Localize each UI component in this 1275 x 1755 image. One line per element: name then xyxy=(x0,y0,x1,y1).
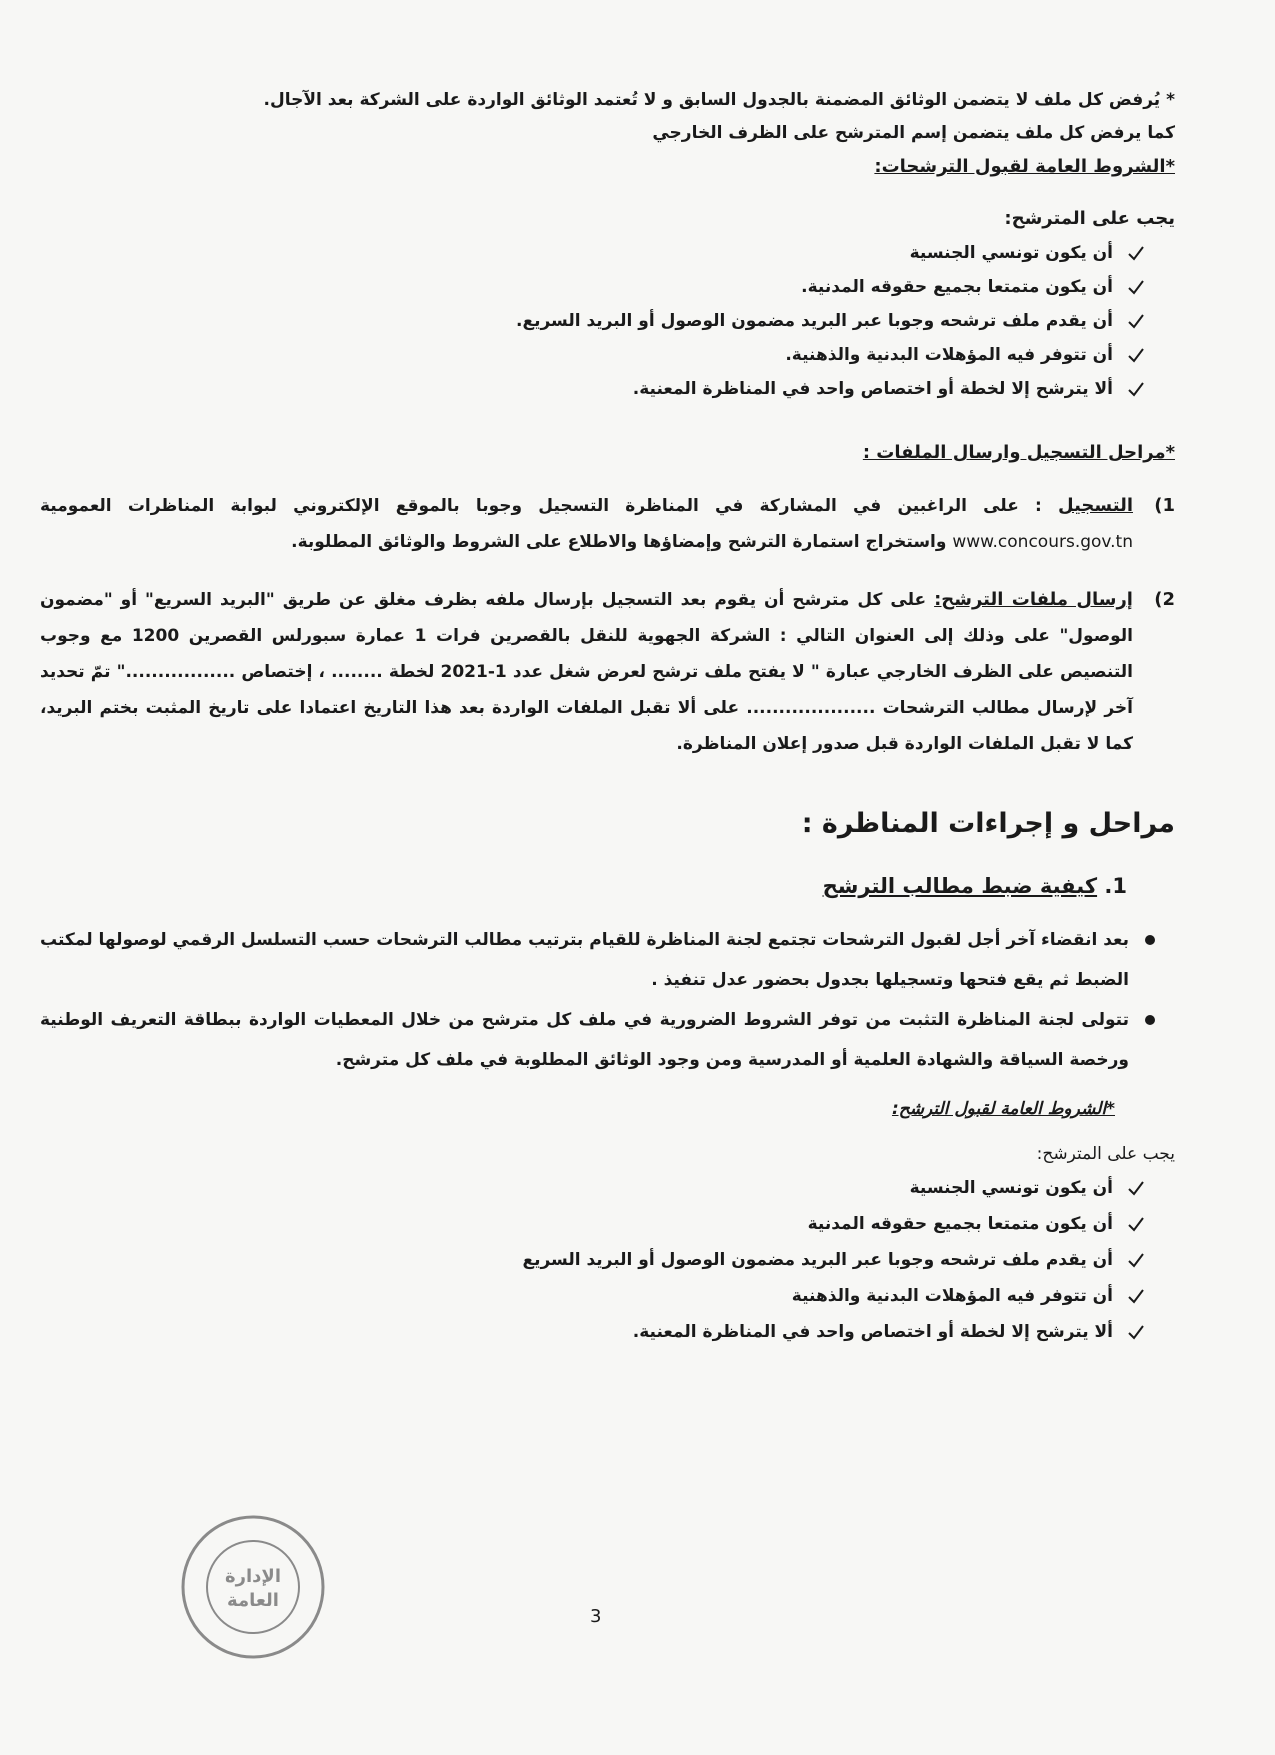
condition-text: أن تتوفر فيه المؤهلات البدنية والذهنية xyxy=(791,1286,1113,1306)
list-item xyxy=(40,270,1145,304)
registration-step-2 xyxy=(40,582,1175,762)
checkmark-icon xyxy=(1127,278,1145,296)
list-item xyxy=(40,236,1145,270)
list-item xyxy=(40,1000,1155,1080)
must-label-2: يجب على المترشح: xyxy=(1036,1144,1175,1164)
stamp-outer-text xyxy=(178,1512,184,1515)
step-paragraph xyxy=(40,582,1133,762)
condition-text: أن يقدم ملف ترشحه وجوبا عبر البريد مضمون الوصول أو البريد السريع xyxy=(522,1250,1113,1270)
bullet-text: بعد انقضاء آخر أجل لقبول الترشحات تجتمع لجنة المناظرة للقيام بترتيب مطالب الترشحات حسب التسلسل الرقمي لوصولها لمكتب الضبط ثم يقع فتحها وتسجيلها بجدول بحضور عدل تنفيذ . xyxy=(40,930,1129,990)
list-item xyxy=(40,338,1145,372)
checkmark-icon xyxy=(1127,244,1145,262)
general-conditions-heading: *الشروط العامة لقبول الترشحات: xyxy=(874,156,1175,177)
checkmark-icon xyxy=(1127,1179,1145,1197)
checkmark-icon xyxy=(1127,346,1145,364)
condition-text: أن تتوفر فيه المؤهلات البدنية والذهنية. xyxy=(785,345,1113,365)
list-item xyxy=(40,920,1155,1000)
rejection-note-line-2: كما يرفض كل ملف يتضمن إسم المترشح على الظرف الخارجي xyxy=(652,123,1175,143)
official-stamp xyxy=(178,1512,328,1662)
step-paragraph xyxy=(40,488,1133,560)
document-page xyxy=(40,84,1175,1350)
section-number: 1. xyxy=(1104,874,1127,898)
checkmark-icon xyxy=(1127,1215,1145,1233)
procedure-bullets xyxy=(40,920,1175,1080)
condition-text: أن يكون تونسي الجنسية xyxy=(909,243,1113,263)
condition-text: أن يقدم ملف ترشحه وجوبا عبر البريد مضمون الوصول أو البريد السريع. xyxy=(516,311,1113,331)
checkmark-icon xyxy=(1127,1251,1145,1269)
list-item xyxy=(40,1278,1145,1314)
step-number: 1) xyxy=(1154,495,1175,516)
step-text-b: واستخراج استمارة الترشح وإمضاؤها والاطلاع على الشروط والوثائق المطلوبة. xyxy=(291,532,953,552)
stamp-outer-ring xyxy=(183,1517,323,1657)
must-label: يجب على المترشح: xyxy=(1004,208,1175,229)
portal-url: www.concours.gov.tn xyxy=(952,532,1133,552)
step-text-a: : على الراغبين في المشاركة في المناظرة التسجيل وجوبا بالموقع الإلكتروني لبوابة المناظرات العمومية xyxy=(40,496,1059,516)
step-label: التسجيل xyxy=(1058,495,1133,516)
step-number: 2) xyxy=(1154,589,1175,610)
registration-heading: *مراحل التسجيل وارسال الملفات : xyxy=(862,442,1175,463)
section-1-title xyxy=(40,866,1175,906)
checkmark-icon xyxy=(1127,1287,1145,1305)
condition-text: ألا يترشح إلا لخطة أو اختصاص واحد في المناظرة المعنية. xyxy=(632,379,1113,399)
list-item xyxy=(40,372,1145,406)
list-item xyxy=(40,1242,1145,1278)
conditions-list-2 xyxy=(40,1170,1175,1350)
list-item xyxy=(40,1170,1145,1206)
checkmark-icon xyxy=(1127,380,1145,398)
conditions-list xyxy=(40,236,1175,406)
svg-text:وزارة النقل ★ الشركة الجهوية ل xyxy=(178,1512,184,1515)
condition-text: أن يكون متمتعا بجميع حقوقه المدنية. xyxy=(801,277,1113,297)
bullet-text: تتولى لجنة المناظرة التثبت من توفر الشروط الضرورية في ملف كل مترشح من خلال المعطيات الواردة ببطاقة التعريف الوطنية ورخصة السياقة والشهادة العلمية أو المدرسية ومن وجود الوثائق المطلوبة في ملف كل مترشح. xyxy=(40,1010,1129,1070)
rejection-note-line-1: * يُرفض كل ملف لا يتضمن الوثائق المضمنة بالجدول السابق و لا تُعتمد الوثائق الواردة على الشركة بعد الآجال. xyxy=(263,90,1175,110)
section-title-text: كيفية ضبط مطالب الترشح xyxy=(822,874,1098,898)
condition-text: ألا يترشح إلا لخطة أو اختصاص واحد في المناظرة المعنية. xyxy=(632,1322,1113,1342)
page-number: 3 xyxy=(590,1606,602,1627)
stamp-center-line-2: العامة xyxy=(227,1590,279,1611)
condition-text: أن يكون تونسي الجنسية xyxy=(909,1178,1113,1198)
bullet-icon xyxy=(1145,1015,1155,1025)
list-item xyxy=(40,1206,1145,1242)
checkmark-icon xyxy=(1127,312,1145,330)
general-conditions-2-heading: *الشروط العامة لقبول الترشح: xyxy=(891,1099,1115,1119)
checkmark-icon xyxy=(1127,1323,1145,1341)
step-label: إرسال ملفات الترشح: xyxy=(934,589,1133,610)
step-text: على كل مترشح أن يقوم بعد التسجيل بإرسال ملفه بظرف مغلق عن طريق "البريد السريع" أو "مضمون الوصول" على وذلك إلى العنوان التالي : الشركة الجهوية للنقل بالقصرين فرات 1 عمارة سبورلس القصرين 1200 مع وجوب التنصيص على الظرف الخارجي عبارة " لا يفتح ملف ترشح لعرض شغل عدد 1-2021 لخطة ........ ، إختصاص ................." تمّ تحديد آخر لإرسال مطالب الترشحات .................... على ألا تقبل الملفات الواردة بعد هذا التاريخ اعتمادا على تاريخ المثبت بختم البريد، كما لا تقبل الملفات الواردة قبل صدور إعلان المناظرة. xyxy=(40,590,1133,754)
stamp-inner-ring xyxy=(207,1541,299,1633)
procedures-title: مراحل و إجراءات المناظرة : xyxy=(801,808,1175,839)
stamp-center-line-1: الإدارة xyxy=(225,1566,281,1587)
general-conditions-2-wrap xyxy=(40,1092,1175,1126)
list-item xyxy=(40,1314,1145,1350)
bullet-icon xyxy=(1145,935,1155,945)
condition-text: أن يكون متمتعا بجميع حقوقه المدنية xyxy=(807,1214,1113,1234)
list-item xyxy=(40,304,1145,338)
registration-step-1 xyxy=(40,488,1175,560)
